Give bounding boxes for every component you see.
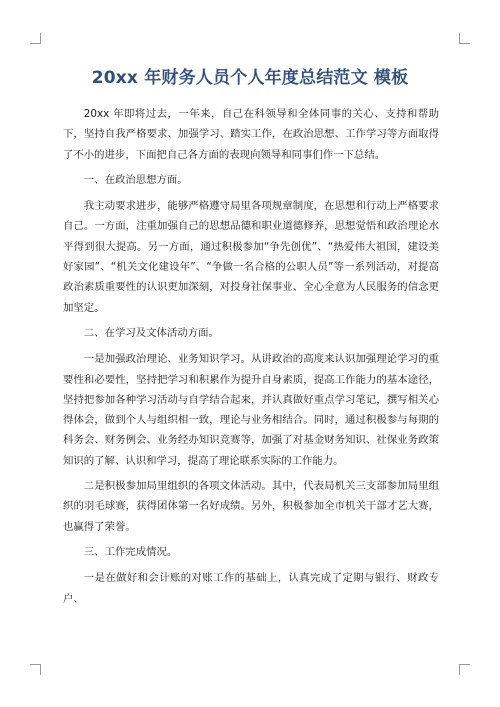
crop-mark-bottom-right — [459, 664, 470, 675]
crop-mark-top-left — [30, 33, 41, 44]
document-title: 20xx 年财务人员个人年度总结范文 模板 — [91, 68, 409, 88]
paragraph-work-1: 一是在做好和会计账的对账工作的基础上，认真完成了定期与银行、财政专户、 — [63, 572, 439, 605]
paragraph-politics: 我主动要求进步，能够严格遵守局里各项规章制度，在思想和行动上严格要求自己。一方面，注重加强自己的思想品德和职业道德修养，思想觉悟和政治理论水平得到很大提高。另一方面，通过积极参加“争先创优”、“热爱伟大祖国，建设美好家园”、“机关文化建设年”、“争做一名合格的公职人员”等一系列活动，对提高政治素质重要性的认识更加深刻，对投身社保事业、全心全意为人民服务的信念更加坚定。 — [63, 200, 439, 314]
paragraph-study-1: 一是加强政治理论、业务知识学习。从讲政治的高度来认识加强理论学习的重要性和必要性，坚持把学习和积累作为提升自身素质，提高工作能力的基本途径，坚持把参加各种学习活动与自学结合起来，并认真做好重点学习笔记，撰写相关心得体会，做到个人与组织相一致，理论与业务相结合。同时，通过积极参与每期的科务会、财务例会、业务经办知识竞赛等，加强了对基金财务知识、社保业务政策知识的了解、认识和学习，提高了理论联系实际的工作能力。 — [63, 353, 439, 467]
paragraph-study-2: 二是积极参加局里组织的各项文体活动。其中，代表局机关三支部参加局里组织的羽毛球赛，获得团体第一名好成绩。另外，积极参加全市机关干部才艺大赛，也赢得了荣誉。 — [63, 480, 439, 533]
section-heading-politics: 一、在政治思想方面。 — [83, 173, 188, 186]
paragraph-intro: 20xx 年即将过去，一年来，自己在科领导和全体同事的关心、支持和帮助下，坚持自我严格要求、加强学习、踏实工作，在政治思想、工作学习等方面取得了不小的进步，下面把自己各方面的表现向领导和同事们作一下总结。 — [63, 108, 439, 161]
section-heading-work: 三、工作完成情况。 — [83, 545, 178, 558]
crop-mark-top-right — [459, 33, 470, 44]
crop-mark-bottom-left — [30, 664, 41, 675]
section-heading-study: 二、在学习及文体活动方面。 — [83, 326, 219, 339]
document-body — [63, 104, 439, 614]
